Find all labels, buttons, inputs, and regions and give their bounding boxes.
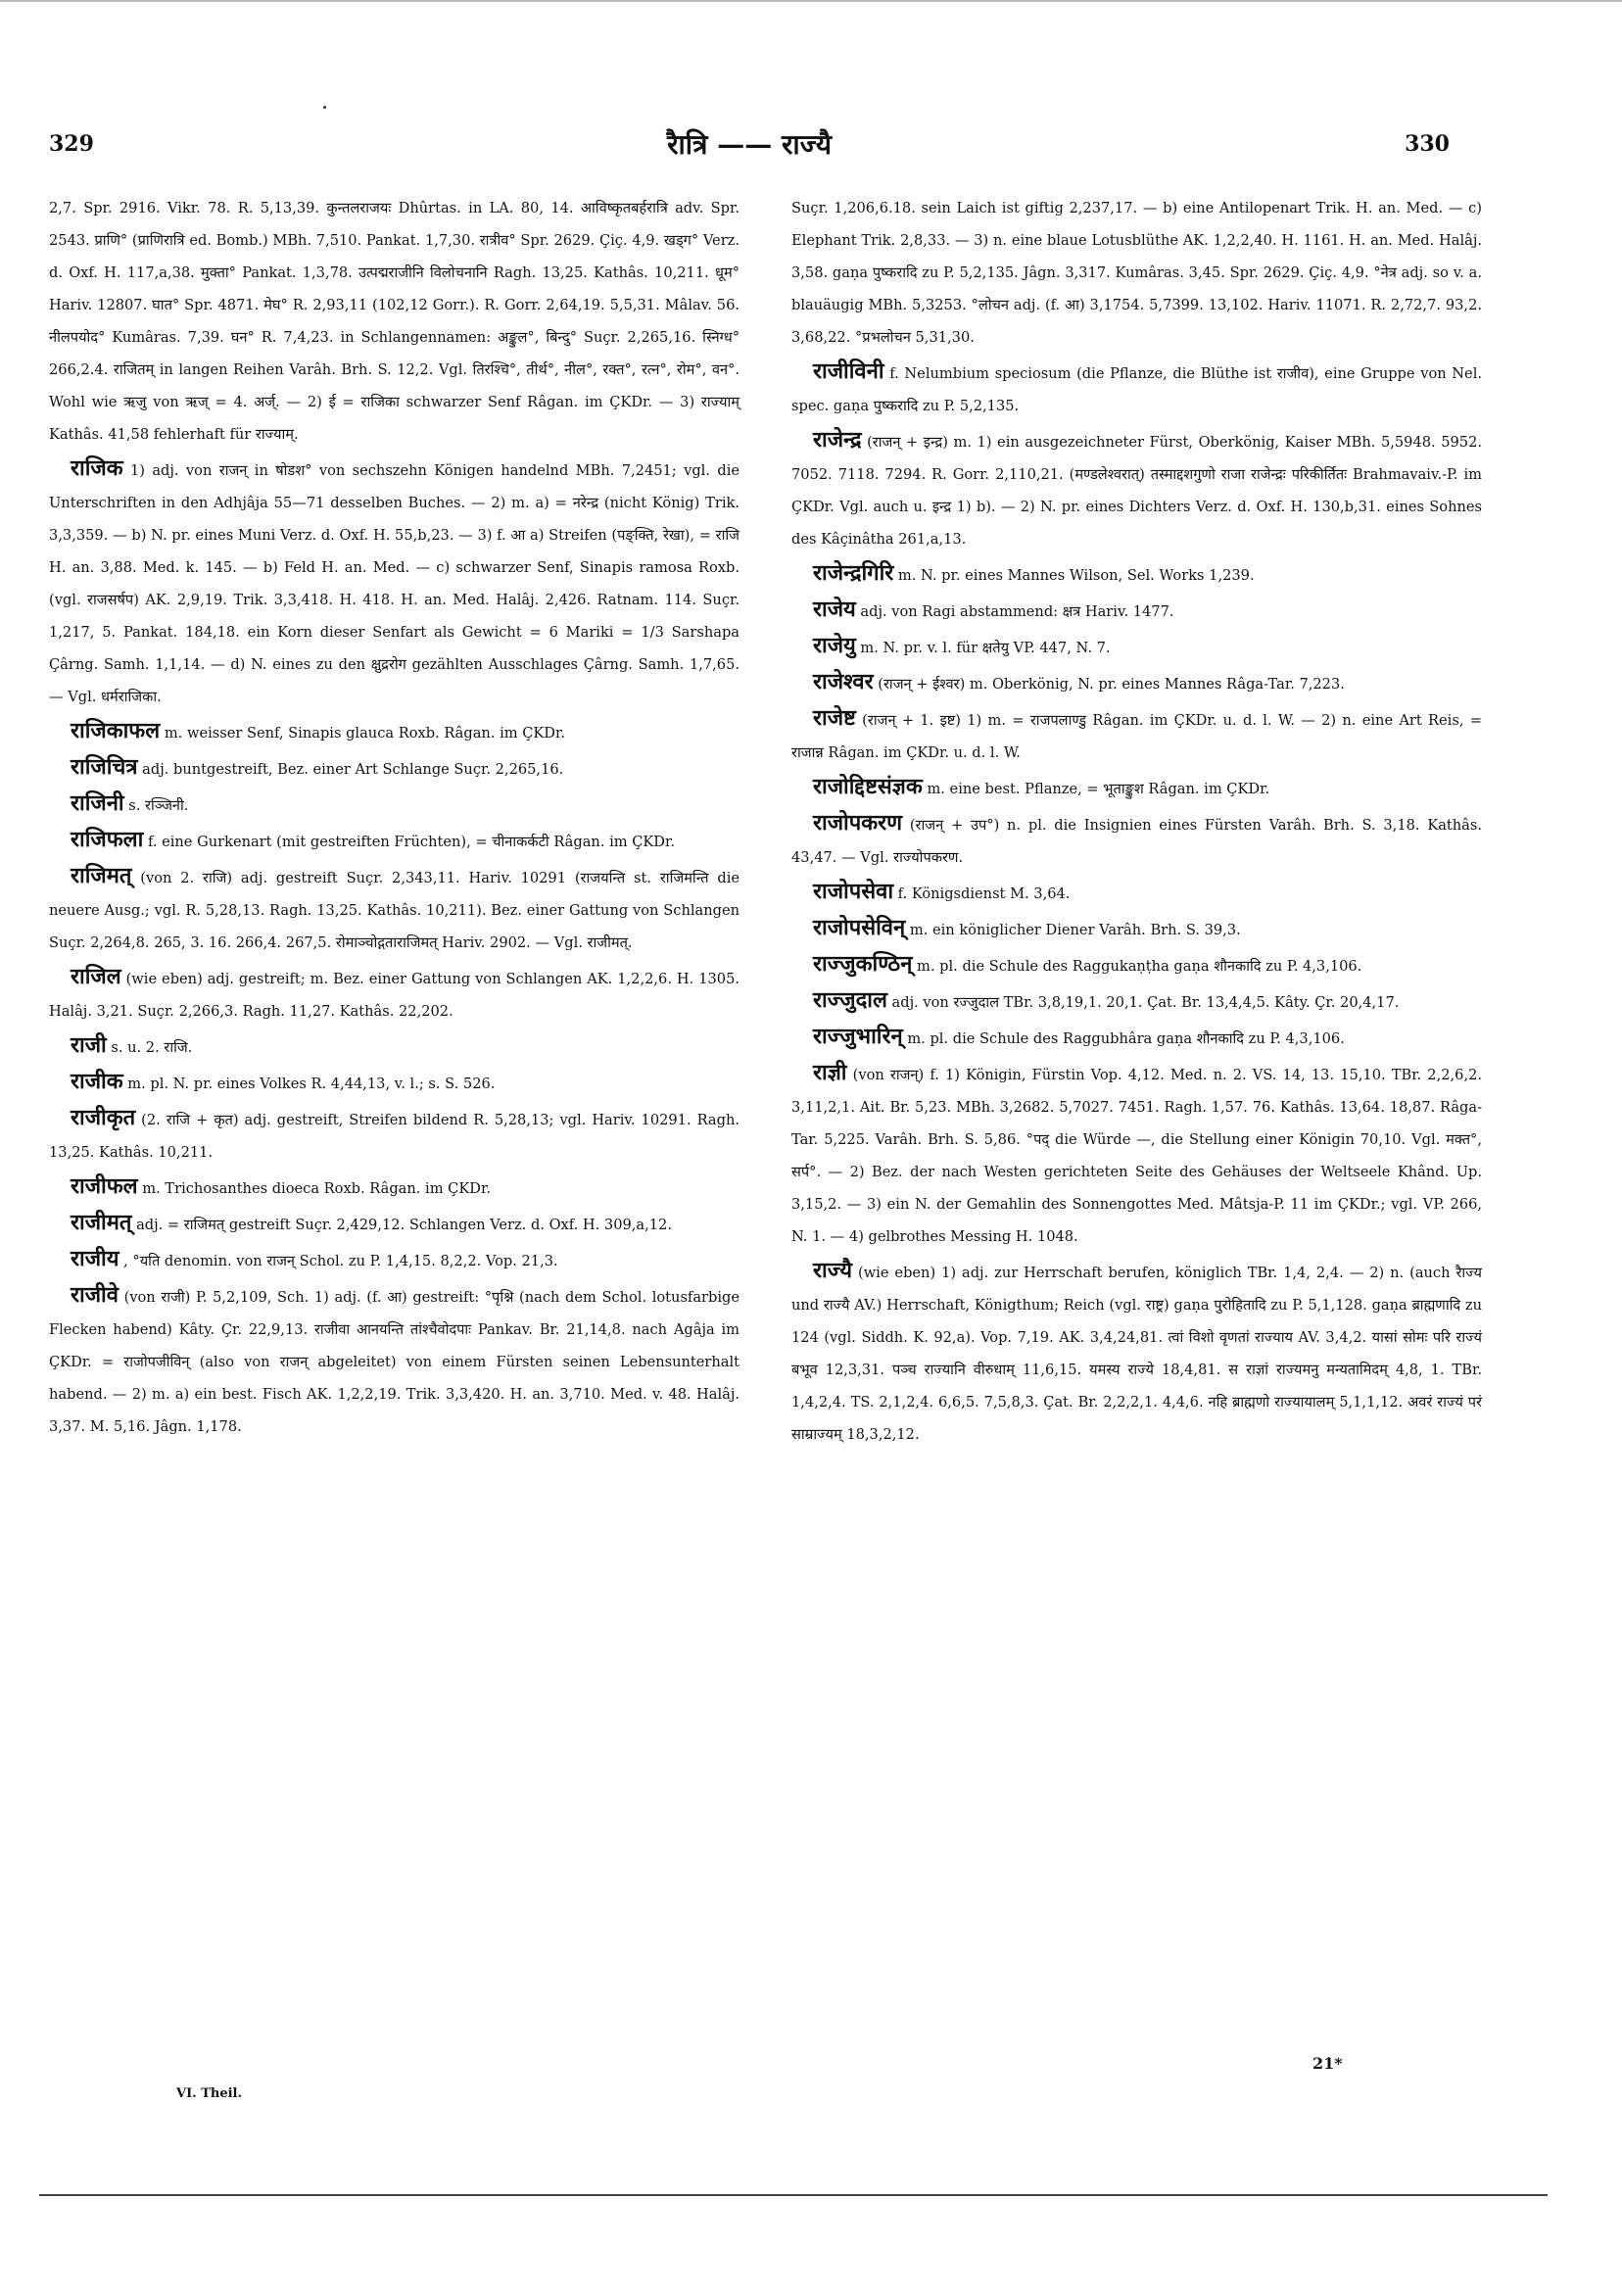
- entry-text: m. weisser Senf, Sinapis glauca Roxb. Râgan. im ÇKDr.: [164, 725, 565, 741]
- dictionary-entry: [49, 751, 739, 786]
- volume-note: VI. Theil.: [176, 2086, 243, 2101]
- dictionary-entry: [791, 771, 1482, 805]
- dictionary-entry: [49, 788, 739, 822]
- entry-text: (von राजन्) f. 1) Königin, Fürstin Vop. 4,12. Med. n. 2. VS. 14, 13. 15,10. TBr. 2,2,6,2. 3,11,2,1. Ait. Br. 5,23. MBh. 3,2682. 5,7027. 7451. Ragh. 1,57. 76. Kathâs. 13,64. 18,87. Râga-Tar. 5,225. Varâh. Brh. S. 5,86. °पद् die Würde —, die Stellung einer Königin 70,10. Vgl. मक्त°, सर्प°. — 2) Bez. der nach Westen gerichteten Seite des Gehäuses der Weltseele Khând. Up. 3,15,2. — 3) ein N. der Gemahlin des Sonnengottes Med. Mâtsja-P. 11 im ÇKDr.; vgl. VP. 266, N. 1. — 4) gelbrothes Messing H. 1048.: [791, 1067, 1483, 1245]
- entry-headword: राजीफल: [71, 1173, 138, 1199]
- dictionary-entry: [791, 1021, 1482, 1055]
- entry-text: adj. von Ragi abstammend: क्षत्र Hariv. 1477.: [860, 603, 1174, 620]
- right-column: [791, 192, 1482, 1453]
- dictionary-entry: [791, 1057, 1482, 1253]
- bottom-rule: [39, 2194, 1548, 2196]
- entry-headword: राज्जुदाल: [813, 987, 887, 1013]
- entry-headword: राजीकृत: [71, 1105, 136, 1130]
- entry-headword: राजिफला: [71, 827, 144, 852]
- entry-text: s. u. 2. राजि.: [111, 1039, 193, 1056]
- entry-headword: राजेन्द्र: [813, 427, 862, 453]
- entry-headword: राजोपसेविन्: [813, 915, 906, 940]
- page-header: [49, 125, 1450, 165]
- entry-text: m. N. pr. eines Mannes Wilson, Sel. Works 1,239.: [897, 567, 1255, 584]
- dictionary-entry: [49, 1102, 739, 1169]
- dictionary-entry: [49, 1243, 739, 1277]
- entry-headword: राजीवे: [71, 1282, 119, 1308]
- entry-text: f. eine Gurkenart (mit gestreiften Früchten), = चीनाकर्कटी Râgan. im ÇKDr.: [147, 834, 676, 850]
- dictionary-entry: [791, 984, 1482, 1019]
- dictionary-entry: [791, 948, 1482, 982]
- entry-text: (राजन् + इन्द्र) m. 1) ein ausgezeichneter Fürst, Oberkönig, Kaiser MBh. 5,5948. 5952. 7052. 7118. 7294. R. Gorr. 2,110,21. (मण्डलेश्वरात्) तस्माद्दशगुणो राजा राजेन्द्रः परिकीर्तितः Brahmavaiv.-P. im ÇKDr. Vgl. auch u. इन्द्र 1) b). — 2) N. pr. eines Dichters Verz. d. Oxf. H. 130,b,31. eines Sohnes des Kâçinâtha 261,a,13.: [791, 434, 1482, 548]
- entry-headword: राज्ञी: [813, 1060, 847, 1085]
- dictionary-entry: [49, 453, 739, 713]
- entry-text: (von 2. राजि) adj. gestreift Suçr. 2,343,11. Hariv. 10291 (राजयन्ति st. राजिमन्ति die neuere Ausg.; vgl. R. 5,28,13. Ragh. 13,25. Kathâs. 10,211). Bez. einer Gattung von Schlangen Suçr. 2,264,8. 265, 3. 16. 266,4. 267,5. रोमाञ्चोद्गताराजिमत् Hariv. 2902. — Vgl. राजीमत्.: [49, 870, 739, 951]
- dictionary-entry: [791, 594, 1482, 628]
- entry-text: (von राजी) P. 5,2,109, Sch. 1) adj. (f. आ) gestreift: °पृश्नि (nach dem Schol. lotusfarbige Flecken habend) Kâty. Çr. 22,9,13. राजीवा आनयन्ति तांश्चैवोदपाः Pankav. Br. 21,14,8. nach Agâja im ÇKDr. = राजोपजीविन् (also von राजन् abgeleitet) von einem Fürsten seinen Lebensunterhalt habend. — 2) m. a) ein best. Fisch AK. 1,2,2,19. Trik. 3,3,420. H. an. 3,710. Med. v. 48. Halâj. 3,37. M. 5,16. Jâgn. 1,178.: [49, 1289, 740, 1435]
- page-title: रैात्रि —— राज्यै: [667, 128, 832, 161]
- entry-text: (राजन् + ईश्वर) m. Oberkönig, N. pr. eines Mannes Râga-Tar. 7,223.: [878, 676, 1345, 693]
- entry-headword: राजेयु: [813, 633, 856, 658]
- dictionary-entry: [49, 824, 739, 858]
- entry-text: s. रञ्जिनी.: [128, 797, 189, 814]
- entry-headword: राजीमत्: [71, 1210, 132, 1235]
- entry-headword: राजोपकरण: [813, 810, 903, 836]
- dictionary-entry: [49, 192, 739, 451]
- entry-text: m. eine best. Pflanze, = भूताङ्कुश Râgan. im ÇKDr.: [927, 781, 1270, 797]
- entry-text: adj. buntgestreift, Bez. einer Art Schlange Suçr. 2,265,16.: [142, 761, 564, 778]
- entry-headword: राजोपसेवा: [813, 879, 894, 904]
- entry-headword: राजिकाफल: [71, 718, 161, 743]
- dictionary-entry: [791, 666, 1482, 700]
- dictionary-entry: [791, 192, 1482, 354]
- entry-headword: राजी: [71, 1032, 107, 1058]
- dictionary-entry: [791, 424, 1482, 555]
- dictionary-entry: [791, 557, 1482, 592]
- dictionary-entry: [49, 1066, 739, 1100]
- entry-headword: राजिल: [71, 964, 121, 989]
- entry-text: m. Trichosanthes dioeca Roxb. Râgan. im ÇKDr.: [142, 1180, 491, 1197]
- entry-text: (wie eben) adj. gestreift; m. Bez. einer Gattung von Schlangen AK. 1,2,2,6. H. 1305. Halâj. 3,21. Suçr. 2,266,3. Ragh. 11,27. Kathâs. 22,202.: [49, 971, 740, 1020]
- entry-text: adj. von रज्जुदाल TBr. 3,8,19,1. 20,1. Çat. Br. 13,4,4,5. Kâty. Çr. 20,4,17.: [891, 994, 1400, 1011]
- entry-headword: राजिक: [71, 455, 123, 481]
- entry-headword: राजेश्वर: [813, 669, 874, 694]
- entry-headword: राज्जुभारिन्: [813, 1024, 903, 1049]
- entry-headword: राजिचित्र: [71, 754, 138, 780]
- dictionary-entry: [49, 1171, 739, 1205]
- entry-headword: राजिमत्: [71, 863, 132, 888]
- entry-text: 2,7. Spr. 2916. Vikr. 78. R. 5,13,39. कुन्तलराजयः Dhûrtas. in LA. 80, 14. आविष्कृतबर्हरात्रि adv. Spr. 2543. प्राणि° (प्राणिरात्रि ed. Bomb.) MBh. 7,510. Pankat. 1,7,30. रात्रीव° Spr. 2629. Çiç. 4,9. खड्ग° Verz. d. Oxf. H. 117,a,38. मुक्ता° Pankat. 1,3,78. उत्पद्मराजीनि विलोचनानि Ragh. 13,25. Kathâs. 10,211. धूम° Hariv. 12807. घात° Spr. 4871. मेघ° R. 2,93,11 (102,12 Gorr.). R. Gorr. 2,64,19. 5,5,31. Mâlav. 56. नीलपयोद° Kumâras. 7,39. घन° R. 7,4,23. in Schlangennamen: अङ्कुल°, बिन्दु° Suçr. 2,265,16. स्निग्ध° 266,2.4. राजितम् in langen Reihen Varâh. Brh. S. 12,2. Vgl. तिरश्चि°, तीर्थ°, नील°, रक्त°, रत्न°, रोम°, वन°. Wohl wie ऋजु von ऋज् = 4. अर्ज्. — 2) ई = राजिका schwarzer Senf Râgan. im ÇKDr. — 3) राज्याम् Kathâs. 41,58 fehlerhaft für राज्याम्.: [49, 200, 739, 443]
- entry-headword: राजीक: [71, 1069, 123, 1094]
- dictionary-entry: [791, 630, 1482, 664]
- speck: [323, 106, 326, 109]
- dictionary-entry: [49, 961, 739, 1028]
- dictionary-entry: [791, 702, 1482, 769]
- right-page-number: 330: [1405, 131, 1450, 157]
- entry-headword: राजीय: [71, 1246, 119, 1271]
- dictionary-entry: [791, 1255, 1482, 1451]
- signature-mark: 21*: [1312, 2054, 1343, 2073]
- entry-text: Suçr. 1,206,6.18. sein Laich ist giftig 2,237,17. — b) eine Antilopenart Trik. H. an. Med. — c) Elephant Trik. 2,8,33. — 3) n. eine blaue Lotusblüthe AK. 1,2,2,40. H. 1161. H. an. Med. Halâj. 3,58. gaṇa पुष्करादि zu P. 5,2,135. Jâgn. 3,317. Kumâras. 3,45. Spr. 2629. Çiç. 4,9. °नेत्र adj. so v. a. blauäugig MBh. 5,3253. °लोचन adj. (f. आ) 3,1754. 5,7399. 13,102. Hariv. 11071. R. 2,72,7. 93,2. 3,68,22. °प्रभलोचन 5,31,30.: [791, 200, 1482, 346]
- dictionary-entry: [49, 860, 739, 959]
- dictionary-entry: [791, 912, 1482, 946]
- entry-headword: राजेय: [813, 597, 856, 622]
- entry-headword: राजोद्दिष्टसंज्ञक: [813, 774, 923, 799]
- dictionary-entry: [791, 876, 1482, 910]
- entry-text: f. Nelumbium speciosum (die Pflanze, die Blüthe ist राजीव), eine Gruppe von Nel. spec. gaṇa पुष्करादि zu P. 5,2,135.: [791, 365, 1482, 414]
- entry-text: f. Königsdienst M. 3,64.: [897, 885, 1071, 902]
- entry-text: (राजन् + 1. इष्ट) 1) m. = राजपलाण्डु Râgan. im ÇKDr. u. d. l. W. — 2) n. eine Art Reis, = राजान्न Râgan. im ÇKDr. u. d. l. W.: [791, 712, 1482, 761]
- entry-headword: राजीविनी: [813, 359, 884, 384]
- entry-text: m. pl. die Schule des Raggukaṇṭha gaṇa शौनकादि zu P. 4,3,106.: [917, 958, 1362, 975]
- entry-headword: राजेन्द्रगिरि: [813, 560, 894, 586]
- dictionary-entry: [791, 807, 1482, 874]
- entry-headword: राज्यै: [813, 1258, 853, 1283]
- dictionary-entry: [49, 1029, 739, 1064]
- top-rule: [0, 0, 1622, 2]
- entry-text: 1) adj. von राजन् in षोडश° von sechszehn Königen handelnd MBh. 7,2451; vgl. die Unterschriften in den Adhjâja 55—71 desselben Buches. — 2) m. a) = नरेन्द्र (nicht König) Trik. 3,3,359. — b) N. pr. eines Muni Verz. d. Oxf. H. 55,b,23. — 3) f. आ a) Streifen (पङ्क्ति, रेखा), = राजि H. an. 3,88. Med. k. 145. — b) Feld H. an. Med. — c) schwarzer Senf, Sinapis ramosa Roxb. (vgl. राजसर्षप) AK. 2,9,19. Trik. 3,3,418. H. 418. H. an. Med. Halâj. 2,426. Ratnam. 114. Suçr. 1,217, 5. Pankat. 184,18. ein Korn dieser Senfart als Gewicht = 6 Mariki = 1/3 Sarshapa Çârng. Samh. 1,1,14. — d) N. eines zu den क्षुद्ररोग gezählten Ausschlages Çârng. Samh. 1,7,65. — Vgl. धर्मराजिका.: [49, 462, 740, 705]
- dictionary-entry: [791, 356, 1482, 422]
- entry-text: (2. राजि + कृत) adj. gestreift, Streifen bildend R. 5,28,13; vgl. Hariv. 10291. Ragh. 13,25. Kathâs. 10,211.: [49, 1112, 739, 1161]
- entry-headword: राजिनी: [71, 790, 124, 816]
- left-page-number: 329: [49, 131, 94, 157]
- entry-text: (wie eben) 1) adj. zur Herrschaft berufen, königlich TBr. 1,4, 2,4. — 2) n. (auch रैाज्य und राज्यै AV.) Herrschaft, Königthum; Reich (vgl. राष्ट्र) gaṇa पुरोहितादि zu P. 5,1,128. gaṇa ब्राह्मणादि zu 124 (vgl. Siddh. K. 92,a). Vop. 7,19. AK. 3,4,24,81. त्वां विशो वृणतां राज्याय AV. 3,4,2. यासां सोमः परि राज्यं बभूव 12,3,31. पञ्च राज्यानि वीरुधाम् 11,6,15. यमस्य राज्ये 18,4,81. स राज्ञां राज्यमनु मन्यतामिदम् 4,8, 1. TBr. 1,4,2,4. TS. 2,1,2,4. 6,6,5. 7,5,8,3. Çat. Br. 2,2,2,1. 4,4,6. नहि ब्राह्मणो राज्यायालम् 5,1,1,12. अवरं राज्यं परं साम्राज्यम् 18,3,2,12.: [791, 1265, 1483, 1443]
- entry-text: (राजन् + उप°) n. pl. die Insignien eines Fürsten Varâh. Brh. S. 3,18. Kathâs. 43,47. — Vgl. राज्योपकरण.: [791, 817, 1483, 866]
- entry-headword: राज्जुकण्ठिन्: [813, 951, 913, 977]
- dictionary-entry: [49, 1279, 739, 1443]
- entry-text: m. N. pr. v. l. für क्षतेयु VP. 447, N. 7.: [860, 640, 1111, 656]
- entry-headword: राजेष्ट: [813, 705, 856, 731]
- dictionary-entry: [49, 1207, 739, 1241]
- dictionary-entry: [49, 715, 739, 749]
- entry-text: m. pl. die Schule des Raggubhâra gaṇa शौनकादि zu P. 4,3,106.: [907, 1030, 1345, 1047]
- entry-text: m. ein königlicher Diener Varâh. Brh. S. 39,3.: [909, 922, 1241, 938]
- entry-text: , °यति denomin. von राजन् Schol. zu P. 1,4,15. 8,2,2. Vop. 21,3.: [123, 1253, 558, 1269]
- left-column: [49, 192, 739, 1445]
- entry-text: adj. = राजिमत् gestreift Suçr. 2,429,12. Schlangen Verz. d. Oxf. H. 309,a,12.: [136, 1217, 672, 1233]
- entry-text: m. pl. N. pr. eines Volkes R. 4,44,13, v. l.; s. S. 526.: [127, 1076, 496, 1092]
